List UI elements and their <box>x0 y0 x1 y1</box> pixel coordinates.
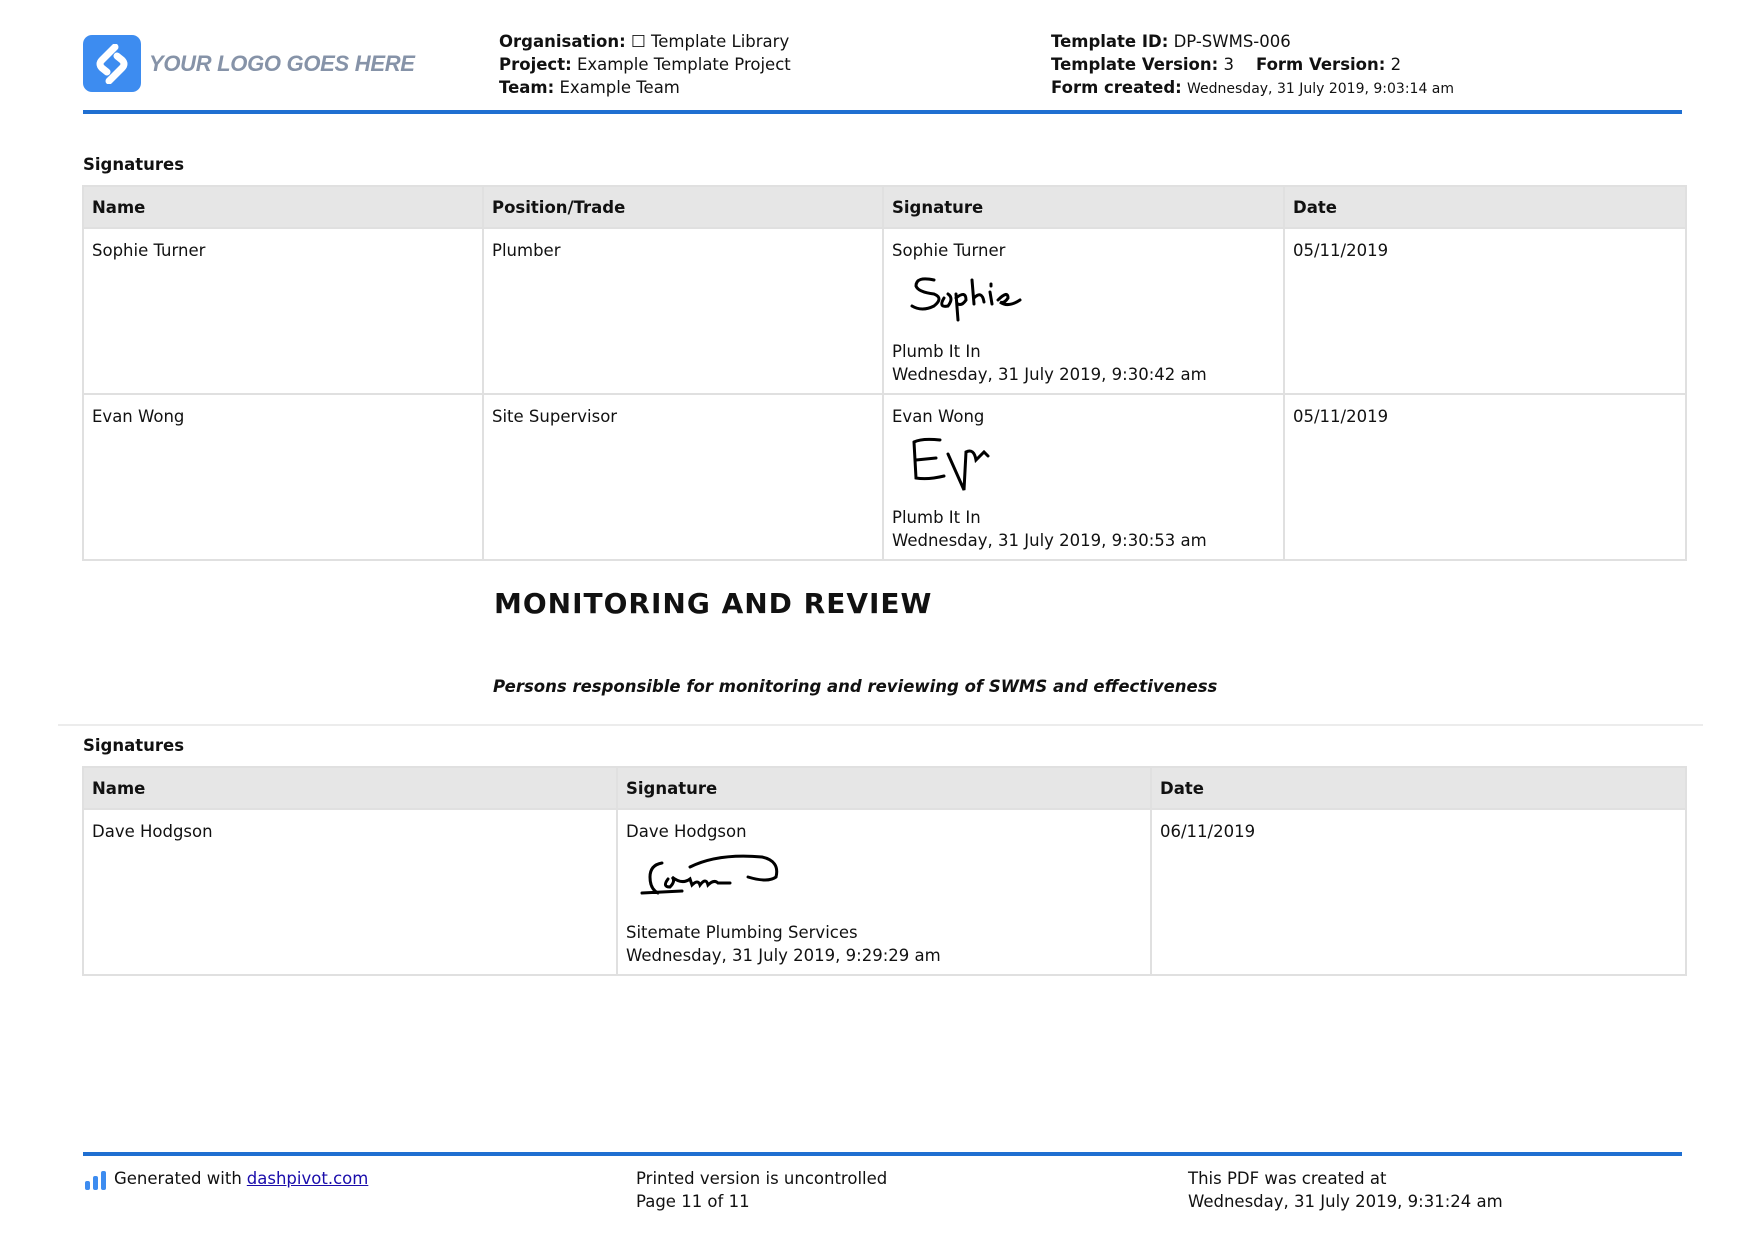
template-id-value: DP-SWMS-006 <box>1173 32 1291 51</box>
template-id-line <box>1051 30 1454 53</box>
organisation-value: ☐ Template Library <box>630 32 790 51</box>
position-cell: Plumber <box>483 228 883 394</box>
column-header-signature: Signature <box>617 767 1151 809</box>
position-cell: Site Supervisor <box>483 394 883 560</box>
signatures-label: Signatures <box>83 155 185 174</box>
form-created-value: Wednesday, 31 July 2019, 9:03:14 am <box>1187 81 1455 97</box>
handwritten-signature-image <box>892 262 1275 340</box>
generated-prefix: Generated with <box>114 1169 242 1188</box>
name-cell: Dave Hodgson <box>83 809 617 975</box>
section-subtitle: Persons responsible for monitoring and reviewing of SWMS and effectiveness <box>493 677 1218 696</box>
footer-print-info <box>636 1167 887 1213</box>
template-id-label: Template ID: <box>1051 32 1169 51</box>
column-header-date: Date <box>1284 186 1686 228</box>
form-created-line <box>1051 76 1454 101</box>
table-header-row <box>83 186 1686 228</box>
column-header-position: Position/Trade <box>483 186 883 228</box>
project-label: Project: <box>499 55 572 74</box>
organisation-line <box>499 30 791 53</box>
team-line <box>499 76 791 99</box>
divider <box>58 724 1703 726</box>
name-cell: Evan Wong <box>83 394 483 560</box>
template-version-value: 3 <box>1223 55 1234 74</box>
date-cell: 05/11/2019 <box>1284 228 1686 394</box>
signatures-table <box>82 185 1687 561</box>
team-value: Example Team <box>559 78 680 97</box>
template-meta <box>1051 30 1454 101</box>
template-version-label: Template Version: <box>1051 55 1219 74</box>
signatory-company: Sitemate Plumbing Services <box>626 923 858 942</box>
project-line <box>499 53 791 76</box>
handwritten-signature-image <box>626 843 1142 921</box>
footer-generated <box>85 1167 368 1190</box>
footer-pdf-created <box>1188 1167 1503 1213</box>
signature-cell <box>617 809 1151 975</box>
table-row <box>83 394 1686 560</box>
signatory-name: Sophie Turner <box>892 241 1006 260</box>
page-header <box>83 28 1682 114</box>
pdf-created-value: Wednesday, 31 July 2019, 9:31:24 am <box>1188 1192 1503 1211</box>
logo-mark-icon <box>83 35 141 92</box>
signature-timestamp: Wednesday, 31 July 2019, 9:30:53 am <box>892 531 1207 550</box>
column-header-name: Name <box>83 767 617 809</box>
dashpivot-bars-icon <box>85 1171 106 1190</box>
page-number: Page 11 of 11 <box>636 1192 750 1211</box>
signatory-company: Plumb It In <box>892 508 981 527</box>
table-header-row <box>83 767 1686 809</box>
date-cell: 05/11/2019 <box>1284 394 1686 560</box>
column-header-signature: Signature <box>883 186 1284 228</box>
signature-timestamp: Wednesday, 31 July 2019, 9:30:42 am <box>892 365 1207 384</box>
form-created-label: Form created: <box>1051 78 1182 97</box>
signatory-name: Evan Wong <box>892 407 985 426</box>
logo-text: YOUR LOGO GOES HERE <box>149 50 415 76</box>
signatures-label: Signatures <box>83 736 185 755</box>
date-cell: 06/11/2019 <box>1151 809 1686 975</box>
project-value: Example Template Project <box>576 55 791 74</box>
table-row <box>83 809 1686 975</box>
table-row <box>83 228 1686 394</box>
section-title: MONITORING AND REVIEW <box>494 587 933 620</box>
org-meta <box>499 30 791 99</box>
organisation-label: Organisation: <box>499 32 626 51</box>
name-cell: Sophie Turner <box>83 228 483 394</box>
team-label: Team: <box>499 78 555 97</box>
column-header-date: Date <box>1151 767 1686 809</box>
company-logo <box>83 35 415 92</box>
signature-cell <box>883 394 1284 560</box>
footer-divider <box>83 1152 1682 1156</box>
dashpivot-link[interactable]: dashpivot.com <box>246 1169 369 1188</box>
signature-cell <box>883 228 1284 394</box>
form-version-value: 2 <box>1390 55 1402 74</box>
signatory-name: Dave Hodgson <box>626 822 747 841</box>
monitoring-signatures-table <box>82 766 1687 976</box>
signature-timestamp: Wednesday, 31 July 2019, 9:29:29 am <box>626 946 941 965</box>
handwritten-signature-image <box>892 428 1275 506</box>
version-line <box>1051 53 1454 76</box>
form-version-label: Form Version: <box>1255 55 1386 74</box>
signatory-company: Plumb It In <box>892 342 981 361</box>
uncontrolled-notice: Printed version is uncontrolled <box>636 1169 888 1188</box>
pdf-created-label: This PDF was created at <box>1188 1169 1387 1188</box>
column-header-name: Name <box>83 186 483 228</box>
